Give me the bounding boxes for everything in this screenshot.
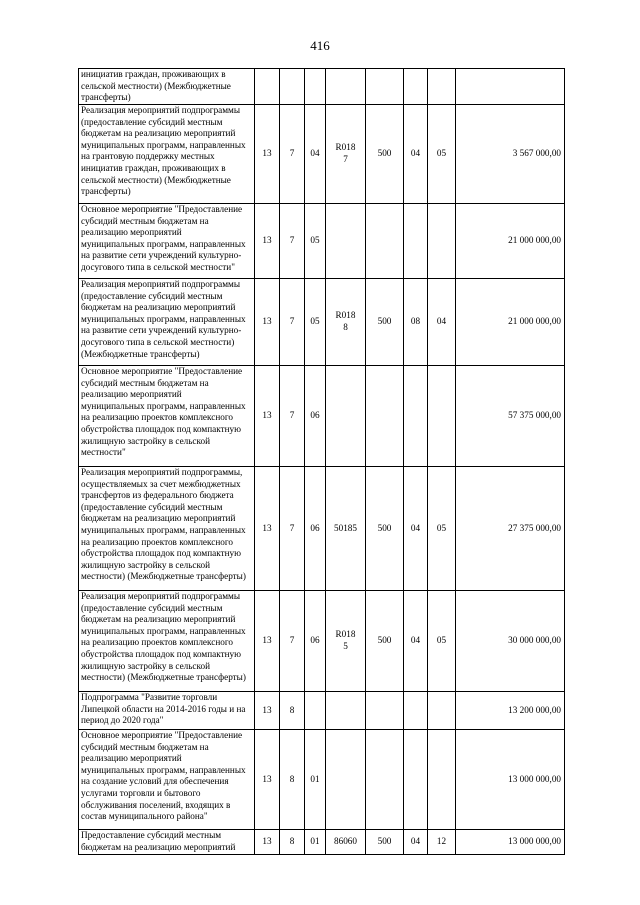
row-code-c7 bbox=[428, 692, 456, 730]
row-code-c5 bbox=[366, 69, 404, 105]
row-code-c6 bbox=[404, 692, 428, 730]
row-code-c2: 7 bbox=[280, 105, 305, 204]
row-code-c4: R018 8 bbox=[326, 279, 366, 366]
row-description: Реализация мероприятий подпрограммы (предоставление субсидий местным бюджетам на реализацию мероприятий муниципальных программ, направленных на грантовую поддержку местных инициатив граждан, проживающих в сельской местности) (Межбюджетные трансферты) bbox=[79, 105, 255, 204]
row-description: Предоставление субсидий местным бюджетам на реализацию мероприятий bbox=[79, 830, 255, 855]
row-code-c7: 12 bbox=[428, 830, 456, 855]
row-code-c4: 50185 bbox=[326, 467, 366, 591]
budget-table bbox=[78, 68, 565, 855]
row-code-c4 bbox=[326, 204, 366, 279]
row-description: Основное мероприятие "Предоставление субсидий местным бюджетам на реализацию мероприятий муниципальных программ, направленных на развитие сети учреждений культурно- досугового типа в сельской местности" bbox=[79, 204, 255, 279]
row-amount: 21 000 000,00 bbox=[456, 279, 565, 366]
row-code-c2: 7 bbox=[280, 467, 305, 591]
row-description: Реализация мероприятий подпрограммы (предоставление субсидий местным бюджетам на реализацию мероприятий муниципальных программ, направленных на развитие сети учреждений культурно- досугового типа в сельской местности) (Межбюджетные трансферты) bbox=[79, 279, 255, 366]
row-code-c3 bbox=[305, 69, 326, 105]
row-code-c3: 05 bbox=[305, 279, 326, 366]
row-description: Основное мероприятие "Предоставление субсидий местным бюджетам на реализацию мероприятий муниципальных программ, направленных на реализацию проектов комплексного обустройства площадок под компактную жилищную застройку в сельской местности" bbox=[79, 366, 255, 467]
row-code-c5 bbox=[366, 730, 404, 830]
row-code-c2: 7 bbox=[280, 591, 305, 692]
row-code-c3: 06 bbox=[305, 591, 326, 692]
row-code-c2: 7 bbox=[280, 204, 305, 279]
row-code-c1: 13 bbox=[255, 467, 280, 591]
row-code-c7: 05 bbox=[428, 105, 456, 204]
row-code-c4 bbox=[326, 69, 366, 105]
row-amount: 27 375 000,00 bbox=[456, 467, 565, 591]
row-amount: 21 000 000,00 bbox=[456, 204, 565, 279]
row-description: Реализация мероприятий подпрограммы, осуществляемых за счет межбюджетных трансфертов из федерального бюджета (предоставление субсидий местным бюджетам на реализацию мероприятий муниципальных программ, направленных на реализацию проектов комплексного обустройства площадок под компактную жилищную застройку в сельской местности) (Межбюджетные трансферты) bbox=[79, 467, 255, 591]
table-row bbox=[79, 204, 565, 279]
row-code-c5: 500 bbox=[366, 279, 404, 366]
row-amount: 3 567 000,00 bbox=[456, 105, 565, 204]
row-code-c6: 04 bbox=[404, 467, 428, 591]
row-code-c5: 500 bbox=[366, 105, 404, 204]
row-code-c6 bbox=[404, 730, 428, 830]
row-code-c7: 05 bbox=[428, 467, 456, 591]
row-code-c7 bbox=[428, 730, 456, 830]
row-code-c1: 13 bbox=[255, 692, 280, 730]
row-code-c2: 7 bbox=[280, 279, 305, 366]
row-code-c1 bbox=[255, 69, 280, 105]
row-code-c5 bbox=[366, 366, 404, 467]
row-code-c1: 13 bbox=[255, 591, 280, 692]
row-code-c6 bbox=[404, 69, 428, 105]
row-code-c4 bbox=[326, 730, 366, 830]
row-code-c4 bbox=[326, 366, 366, 467]
row-code-c4: R018 5 bbox=[326, 591, 366, 692]
row-description: Основное мероприятие "Предоставление субсидий местным бюджетам на реализацию мероприятий муниципальных программ, направленных на создание условий для обеспечения услугами торговли и бытового обслуживания поселений, входящих в состав муниципального района" bbox=[79, 730, 255, 830]
row-code-c5 bbox=[366, 692, 404, 730]
row-code-c6: 04 bbox=[404, 830, 428, 855]
table-row bbox=[79, 692, 565, 730]
row-code-c3: 05 bbox=[305, 204, 326, 279]
row-code-c7 bbox=[428, 204, 456, 279]
row-amount: 30 000 000,00 bbox=[456, 591, 565, 692]
row-code-c2: 8 bbox=[280, 830, 305, 855]
row-amount: 13 000 000,00 bbox=[456, 830, 565, 855]
row-code-c7: 05 bbox=[428, 591, 456, 692]
row-code-c1: 13 bbox=[255, 830, 280, 855]
row-code-c6: 04 bbox=[404, 105, 428, 204]
row-code-c7 bbox=[428, 69, 456, 105]
row-code-c6: 08 bbox=[404, 279, 428, 366]
row-code-c1: 13 bbox=[255, 279, 280, 366]
row-code-c6: 04 bbox=[404, 591, 428, 692]
table-row bbox=[79, 730, 565, 830]
row-code-c1: 13 bbox=[255, 204, 280, 279]
row-amount: 13 000 000,00 bbox=[456, 730, 565, 830]
row-code-c6 bbox=[404, 366, 428, 467]
table-row bbox=[79, 105, 565, 204]
row-code-c2: 8 bbox=[280, 730, 305, 830]
row-code-c3: 01 bbox=[305, 730, 326, 830]
row-code-c3: 06 bbox=[305, 366, 326, 467]
page-number: 416 bbox=[310, 38, 330, 53]
table-row bbox=[79, 591, 565, 692]
row-amount: 13 200 000,00 bbox=[456, 692, 565, 730]
table-row bbox=[79, 830, 565, 855]
row-description: Подпрограмма "Развитие торговли Липецкой области на 2014-2016 годы и на период до 2020 года" bbox=[79, 692, 255, 730]
row-code-c3 bbox=[305, 692, 326, 730]
row-code-c5: 500 bbox=[366, 591, 404, 692]
row-code-c1: 13 bbox=[255, 366, 280, 467]
row-code-c3: 04 bbox=[305, 105, 326, 204]
table-row bbox=[79, 467, 565, 591]
row-code-c4: R018 7 bbox=[326, 105, 366, 204]
row-code-c2 bbox=[280, 69, 305, 105]
row-code-c4 bbox=[326, 692, 366, 730]
table-row bbox=[79, 69, 565, 105]
row-code-c5: 500 bbox=[366, 467, 404, 591]
row-description: Реализация мероприятий подпрограммы (предоставление субсидий местным бюджетам на реализацию мероприятий муниципальных программ, направленных на реализацию проектов комплексного обустройства площадок под компактную жилищную застройку в сельской местности) (Межбюджетные трансферты) bbox=[79, 591, 255, 692]
row-code-c5 bbox=[366, 204, 404, 279]
table-row bbox=[79, 279, 565, 366]
row-code-c7: 04 bbox=[428, 279, 456, 366]
row-code-c6 bbox=[404, 204, 428, 279]
row-description: инициатив граждан, проживающих в сельской местности) (Межбюджетные трансферты) bbox=[79, 69, 255, 105]
row-code-c3: 06 bbox=[305, 467, 326, 591]
row-amount bbox=[456, 69, 565, 105]
row-code-c5: 500 bbox=[366, 830, 404, 855]
row-amount: 57 375 000,00 bbox=[456, 366, 565, 467]
row-code-c7 bbox=[428, 366, 456, 467]
row-code-c1: 13 bbox=[255, 105, 280, 204]
row-code-c4: 86060 bbox=[326, 830, 366, 855]
row-code-c1: 13 bbox=[255, 730, 280, 830]
table-row bbox=[79, 366, 565, 467]
row-code-c2: 7 bbox=[280, 366, 305, 467]
row-code-c3: 01 bbox=[305, 830, 326, 855]
row-code-c2: 8 bbox=[280, 692, 305, 730]
